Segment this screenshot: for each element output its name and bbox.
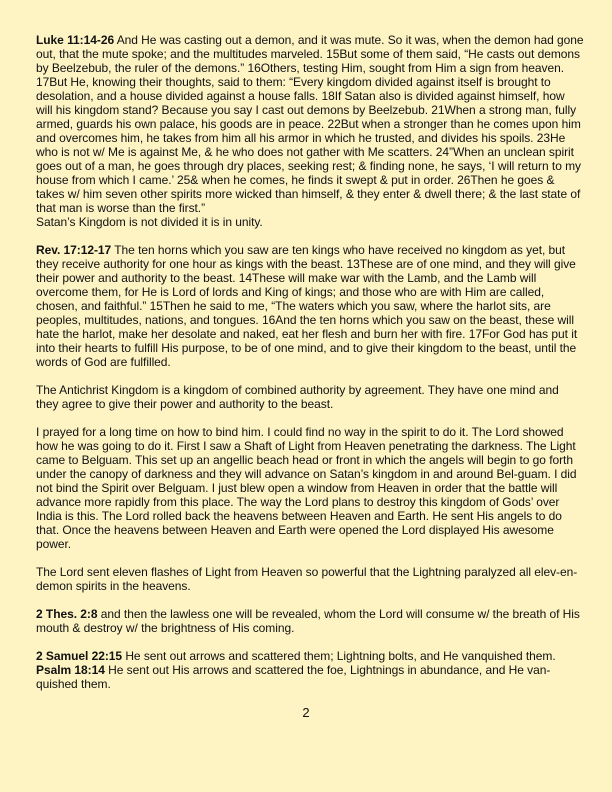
scripture-text: and then the lawless one will be revealed, whom the Lord will consume w/ the breath of His mouth & destroy w/ the brightness of His coming. [36,607,580,635]
verse-thessalonians [36,607,584,635]
passage-note: Satan’s Kingdom is not divided it is in unity. [36,215,263,229]
passage-revelation [36,243,584,369]
passage-luke [36,33,584,229]
scripture-text: He sent out arrows and scattered them; Lightning bolts, and He vanquished them. [122,649,556,663]
scripture-reference: Rev. 17:12-17 [36,243,112,257]
scripture-text: He sent out His arrows and scattered the foe, Lightnings in abundance, and He van-quished them. [36,663,551,691]
scripture-reference: Luke 11:14-26 [36,33,115,47]
scripture-reference: 2 Thes. 2:8 [36,607,98,621]
scripture-text: The ten horns which you saw are ten kings who have received no kingdom as yet, but they receive authority for one hour as kings with the beast. 13These are of one mind, and they will give their power and authority to the beast. 14These will make war with the Lamb, and the Lamb will overcome them, for He is Lord of lords and King of kings; and those who are with Him are called, chosen, and faithful.” 15Then he said to me, “The waters which you saw, where the harlot sits, are peoples, multitudes, nations, and tongues. 16And the ten horns which you saw on the beast, these will hate the harlot, make her desolate and naked, eat her flesh and burn her with fire. 17For God has put it into their hearts to fulfill His purpose, to be of one mind, and to give their kingdom to the beast, until the words of God are fulfilled. [36,243,578,369]
scripture-reference: Psalm 18:14 [36,663,105,677]
page-number: 2 [302,705,310,720]
commentary-paragraph: I prayed for a long time on how to bind him. I could find no way in the spirit to do it. The Lord showed how he was going to do it. First I saw a Shaft of Light from Heaven penetrating the darkness. The Light came to Belguam. This set up an angellic beach head or front in which the angels will begin to go forth under the canopy of darkness and they will advance on Satan’s kingdom in and around Bel-guam. I did not bind the Spirit over Belguam. I just blew open a window from Heaven in order that the battle will advance more rapidly from this place. The way the Lord plans to destroy this kingdom of Gods’ over India is this. The Lord rolled back the heavens between Heaven and Earth. He sent His angels to do that. Once the heavens between Heaven and Earth were opened the Lord displayed His awesome power. [36,425,577,551]
verse-samuel [36,649,584,691]
commentary-paragraph: The Antichrist Kingdom is a kingdom of combined authority by agreement. They have one mind and they agree to give their power and authority to the beast. [36,383,559,411]
scripture-text: And He was casting out a demon, and it was mute. So it was, when the demon had gone out, that the mute spoke; and the multitudes marveled. 15But some of them said, “He casts out demons by Beelzebub, the ruler of the demons.” 16Others, testing Him, sought from Him a sign from heaven. 17But He, knowing their thoughts, said to them: “Every kingdom divided against itself is brought to desolation, and a house divided against a house falls. 18If Satan also is divided against himself, how will his kingdom stand? Because you say I cast out demons by Beelzebub. 21When a strong man, fully armed, guards his own palace, his goods are in peace. 22But when a stronger than he comes upon him and overcomes him, he takes from him all his armor in which he trusted, and divides his spoils. 23He who is not w/ Me is against Me, & he who does not gather with Me scatters. 24”When an unclean spirit goes out of a man, he goes through dry places, seeking rest; & finding none, he says, ‘I will return to my house from which I came.’ 25& when he comes, he finds it swept & put in order. 26Then he goes & takes w/ him seven other spirits more wicked than himself, & they enter & dwell there; & the last state of that man is worse than the first.” [36,33,584,215]
commentary-paragraph: The Lord sent eleven flashes of Light from Heaven so powerful that the Lightning paralyzed all elev-en-demon spirits in the heavens. [36,565,578,593]
scripture-reference: 2 Samuel 22:15 [36,649,123,663]
